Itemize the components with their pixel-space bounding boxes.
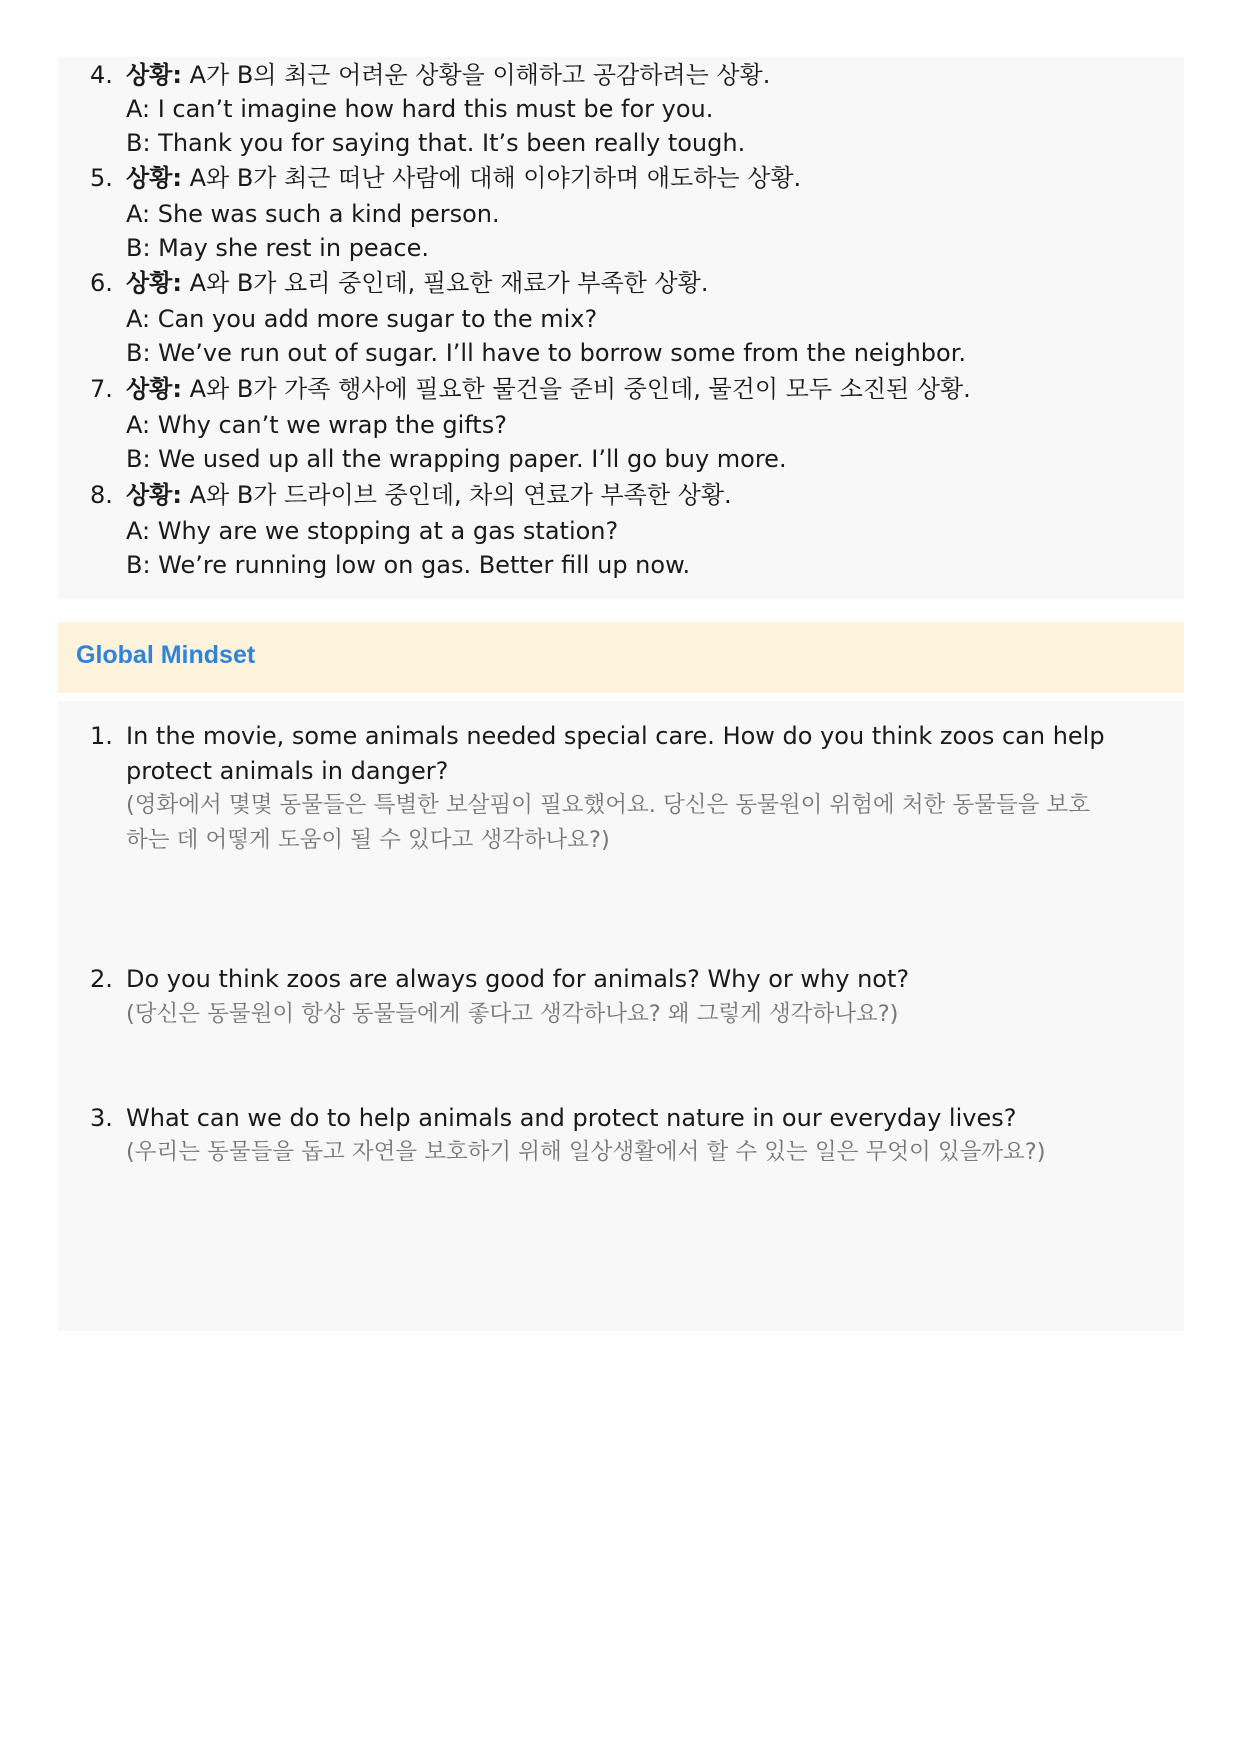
section-title: Global Mindset [76,641,256,669]
question-text: In the movie, some animals needed special care. How do you think zoos can help [126,722,1105,750]
section-header [58,622,1184,693]
question-number: 2. [90,965,113,993]
dialogue-line-a: A: She was such a kind person. [126,200,500,228]
dialogue-line-a: A: Why are we stopping at a gas station? [126,517,619,545]
situation-text: A와 B가 최근 떠난 사람에 대해 이야기하며 애도하는 상황. [181,164,802,192]
dialogue-line-b: B: We’re running low on gas. Better fill up now. [126,551,691,579]
question-number: 1. [90,722,113,750]
situation-label: 상황: [126,481,182,509]
question-text: What can we do to help animals and protect nature in our everyday lives? [126,1104,1017,1132]
question-translation: (당신은 동물원이 항상 동물들에게 좋다고 생각하나요? 왜 그렇게 생각하나요?) [126,1001,899,1027]
question-text: Do you think zoos are always good for animals? Why or why not? [126,965,910,993]
item-number: 8. [90,481,113,509]
situation-label: 상황: [126,61,182,89]
dialogue-line-a: A: I can’t imagine how hard this must be for you. [126,95,714,123]
dialogue-line-b: B: We’ve run out of sugar. I’ll have to borrow some from the neighbor. [126,339,966,367]
situation-line [126,374,971,404]
situation-text: A가 B의 최근 어려운 상황을 이해하고 공감하려는 상황. [181,61,771,89]
dialogue-line-b: B: Thank you for saying that. It’s been really tough. [126,129,746,157]
item-number: 5. [90,164,113,192]
dialogue-line-a: A: Can you add more sugar to the mix? [126,305,598,333]
question-translation: 하는 데 어떻게 도움이 될 수 있다고 생각하나요?) [126,827,610,853]
questions-panel [58,701,1184,1331]
question-text: protect animals in danger? [126,757,449,785]
situation-label: 상황: [126,269,182,297]
situation-text: A와 B가 드라이브 중인데, 차의 연료가 부족한 상황. [181,481,732,509]
situation-label: 상황: [126,375,182,403]
situation-label: 상황: [126,164,182,192]
question-translation: (영화에서 몇몇 동물들은 특별한 보살핌이 필요했어요. 당신은 동물원이 위험에 처한 동물들을 보호 [126,792,1091,818]
question-number: 3. [90,1104,113,1132]
item-number: 7. [90,375,113,403]
situation-text: A와 B가 요리 중인데, 필요한 재료가 부족한 상황. [181,269,709,297]
situation-text: A와 B가 가족 행사에 필요한 물건을 준비 중인데, 물건이 모두 소진된 상황. [181,375,971,403]
dialogue-line-b: B: We used up all the wrapping paper. I’ll go buy more. [126,445,787,473]
dialogue-panel [58,57,1184,599]
situation-line [126,268,708,298]
dialogue-line-a: A: Why can’t we wrap the gifts? [126,411,507,439]
situation-line [126,480,732,510]
item-number: 6. [90,269,113,297]
situation-line [126,60,770,90]
dialogue-line-b: B: May she rest in peace. [126,234,429,262]
situation-line [126,163,801,193]
question-translation: (우리는 동물들을 돕고 자연을 보호하기 위해 일상생활에서 할 수 있는 일은 무엇이 있을까요?) [126,1139,1046,1165]
item-number: 4. [90,61,113,89]
